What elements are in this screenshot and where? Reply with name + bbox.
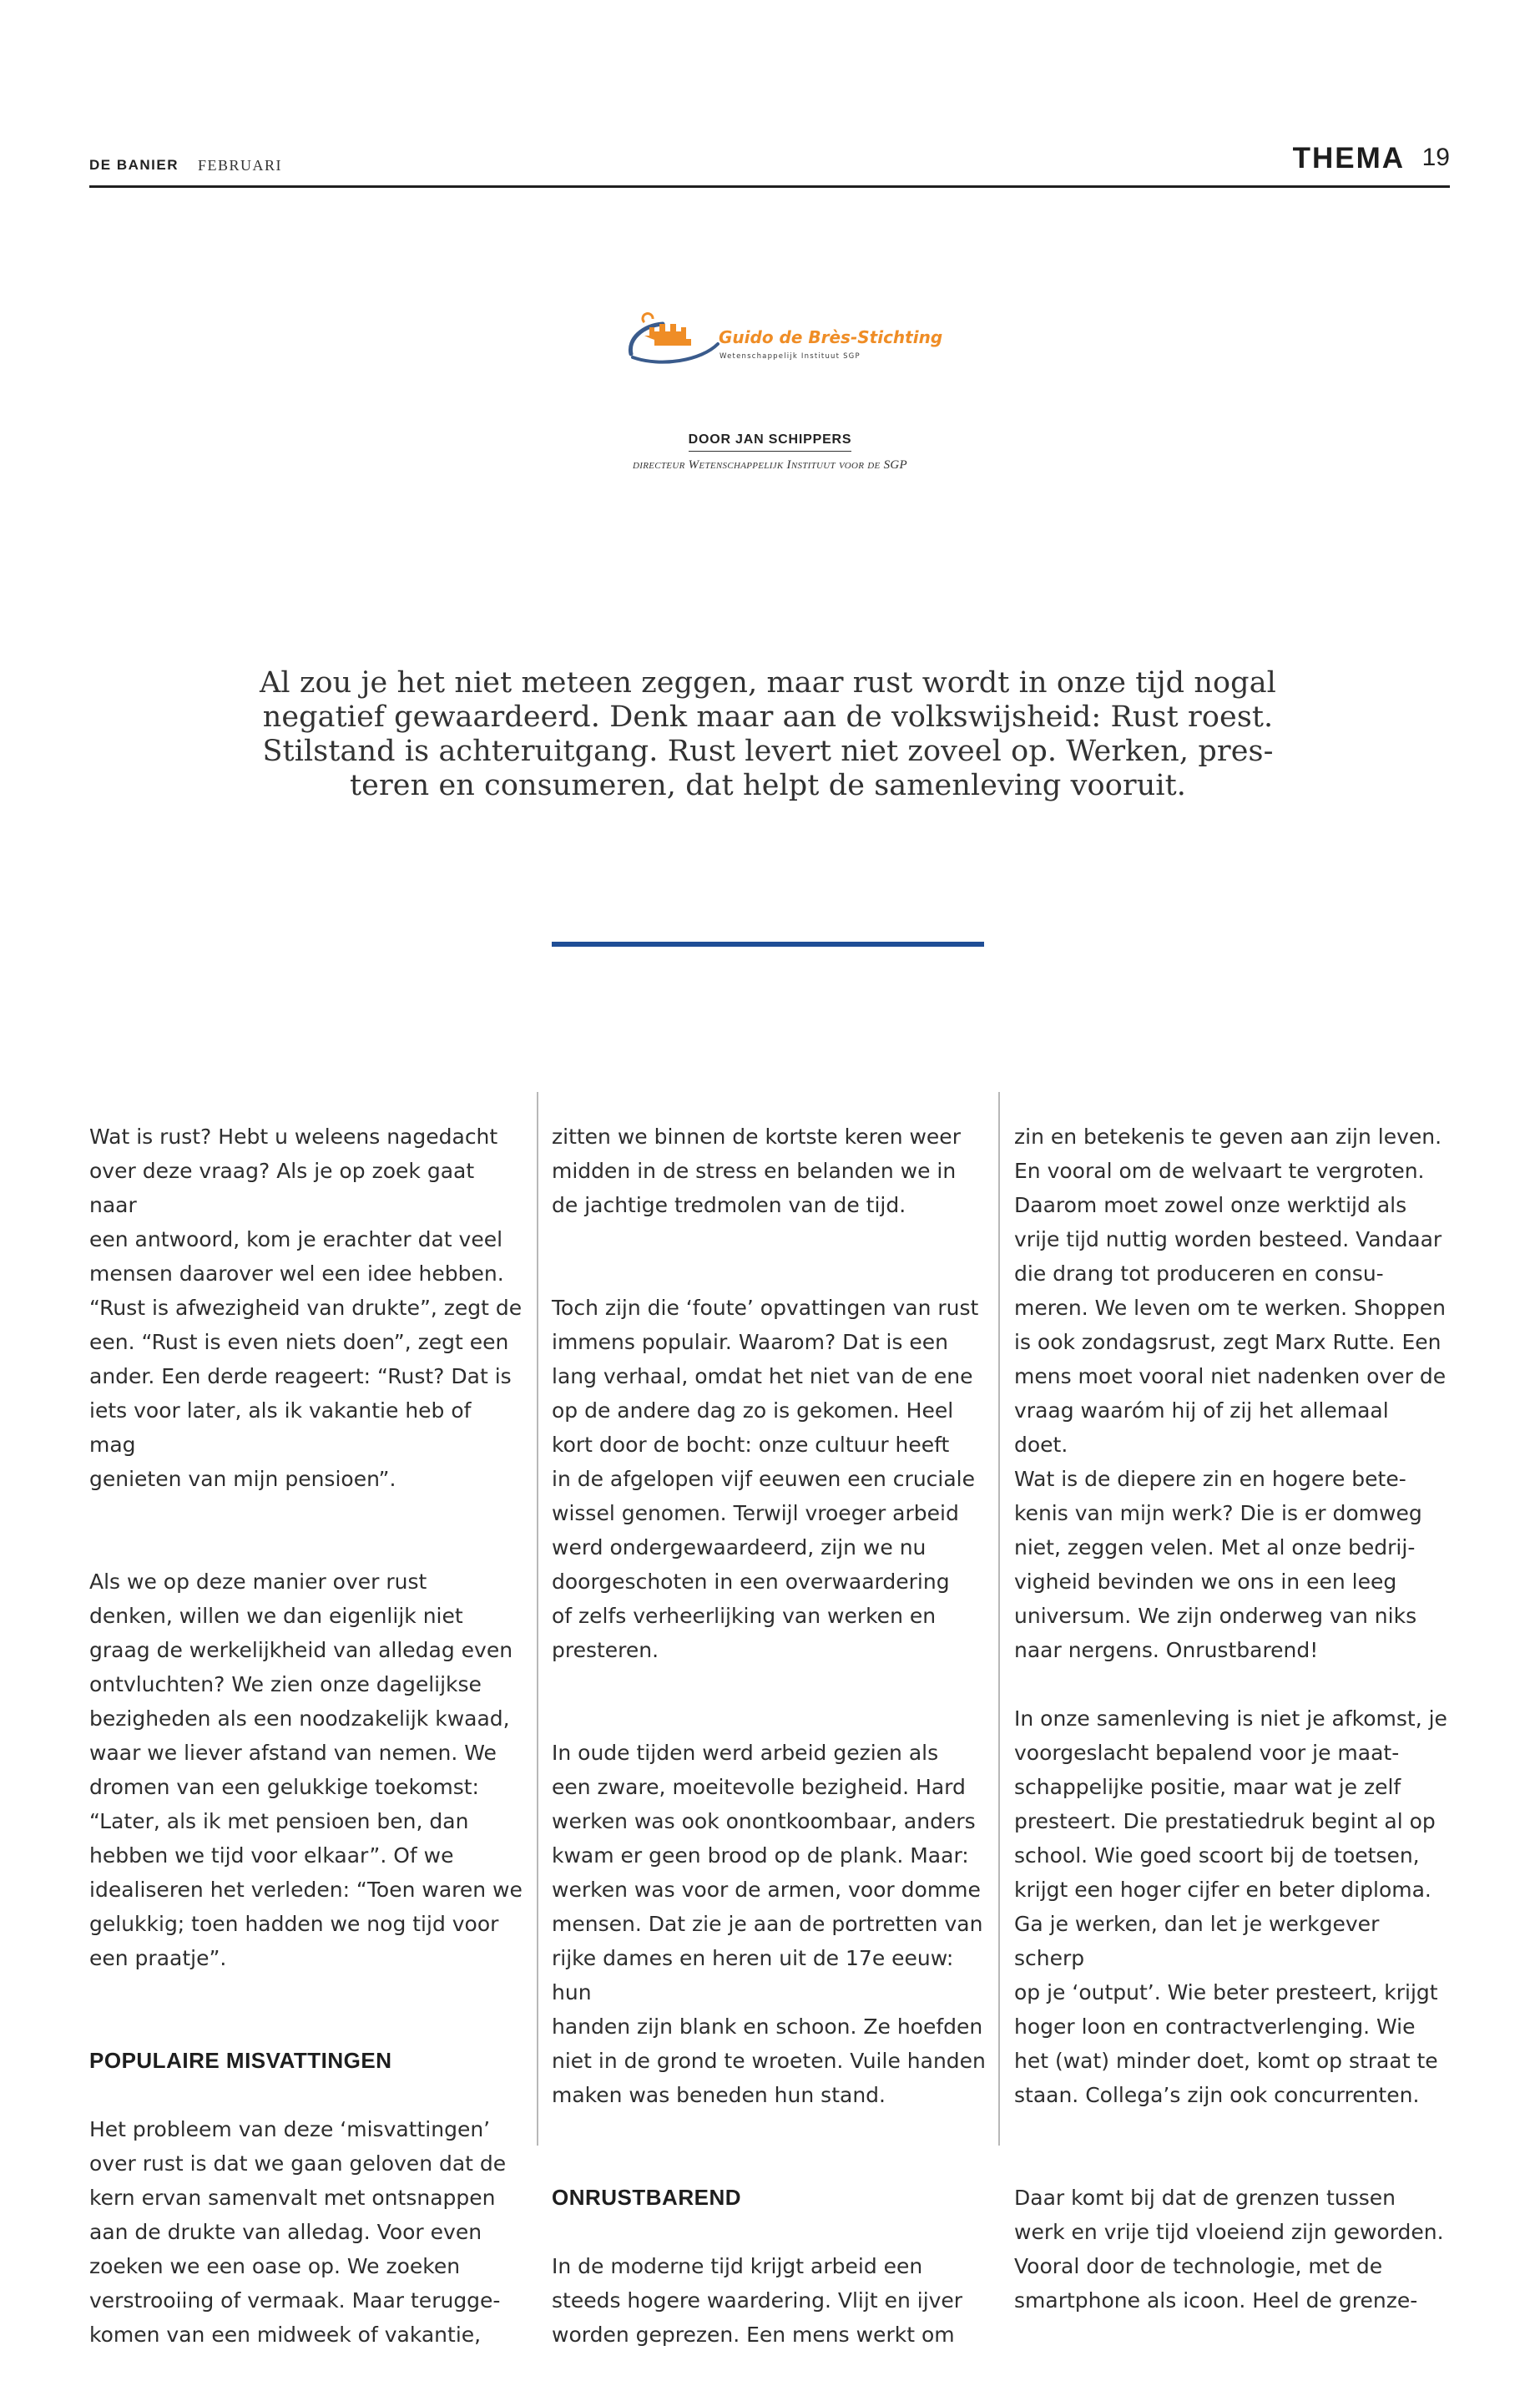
paragraph: zin en betekenis te geven aan zijn leven. En vooral om de welvaart te vergroten. Daarom moet zowel onze werktijd als vrije tijd nuttig worden besteed. Vandaar die drang tot produceren en consu- meren. We leven om te werken. Shoppen is ook zondagsrust, zegt Marx Rutte. Een mens moet vooral niet nadenken over de vraag waarόm hij of zij het allemaal doet. Wat is de diepere zin en hogere bete- kenis van mijn werk? Die is er domweg niet, zeggen velen. Met al onze bedrij- vigheid bevinden we ons in een leeg universum. We zijn onderweg van niks naar nergens. Onrustbarend!	[1014, 1125, 1447, 1662]
guido-de-bres-logo	[624, 302, 943, 377]
paragraph: In oude tijden werd arbeid gezien als een zware, moeitevolle bezigheid. Hard werken was ook onontkoombaar, anders kwam er geen brood op de plank. Maar: werken was voor de armen, voor domme mensen. Dat zie je aan de portretten van rijke dames en heren uit de 17e eeuw: hun handen zijn blank en schoon. Ze hoefden niet in de grond te wroeten. Vuile handen maken was beneden hun stand.	[552, 1741, 986, 2107]
byline	[0, 432, 1540, 473]
logo-emblem-icon	[624, 302, 725, 369]
paragraph: Als we op deze manier over rust denken, willen we dan eigenlijk niet graag de werkelijkheid van alledag even ontvluchten? We zien onze dagelijkse bezigheden als een noodzakelijk kwaad, waar we liever afstand van nemen. We dromen van een gelukkige toekomst: “Later, als ik met pensioen ben, dan hebben we tijd voor elkaar”. Of we idealiseren het verleden: “Toen waren we gelukkig; toen hadden we nog tijd voor een praatje”.	[89, 1570, 523, 1970]
paragraph: In onze samenleving is niet je afkomst, je voorgeslacht bepalend voor je maat- schappelijke positie, maar wat je zelf presteert. Die prestatiedruk begint al op school. Wie goed scoort bij de toetsen, krijgt een hoger cijfer en beter diploma. Ga je werken, dan let je werkgever scherp op je ‘output’. Wie beter presteert, krijgt hoger loon en contractverlenging. Wie het (wat) minder doet, komt op straat te staan. Collega’s zijn ook concurrenten.	[1014, 1706, 1447, 2107]
publication-name: DE BANIER	[89, 157, 179, 173]
intro-lead: Al zou je het niet meteen zeggen, maar rust wordt in onze tijd nogal negatief gewaardeerd. Denk maar aan de volkswijsheid: Rust roest. Stilstand is achteruitgang. Rust levert niet zoveel op. Werken, pres- teren en consumeren, dat helpt de samenleving vooruit.	[260, 666, 1276, 802]
article-column-2	[552, 1085, 986, 2386]
article-column-1	[89, 1085, 523, 2386]
section-label: THEMA	[1292, 142, 1405, 174]
paragraph: Het probleem van deze ‘misvattingen’ over rust is dat we gaan geloven dat de kern ervan samenvalt met ontsnappen aan de drukte van alledag. Voor even zoeken we een oase op. We zoeken verstrooiing of vermaak. Maar terugge- komen van een midweek of vakantie,	[89, 2117, 507, 2347]
article-column-3	[1014, 1085, 1448, 2352]
logo-subtitle: Wetenschappelijk Instituut SGP	[720, 352, 861, 361]
paragraph: Wat is rust? Hebt u weleens nagedacht over deze vraag? Als je op zoek gaat naar een antwoord, kom je erachter dat veel mensen daarover wel een idee hebben. “Rust is afwezigheid van drukte”, zegt de een. “Rust is even niets doen”, zegt een ander. Een derde reageert: “Rust? Dat is iets voor later, als ik vakantie heb of mag genieten van mijn pensioen”.	[89, 1125, 523, 1491]
column-divider	[998, 1092, 1000, 2146]
running-header	[89, 142, 1450, 188]
logo-name: Guido de Brès-Stichting	[719, 327, 943, 347]
paragraph: zitten we binnen de kortste keren weer midden in de stress en belanden we in de jachtige tredmolen van de tijd.	[552, 1125, 961, 1217]
page-number: 19	[1421, 144, 1450, 171]
author-name: DOOR JAN SCHIPPERS	[689, 432, 852, 452]
paragraph: Toch zijn die ‘foute’ opvattingen van rust immens populair. Waarom? Dat is een lang verhaal, omdat het niet van de ene op de andere dag zo is gekomen. Heel kort door de bocht: onze cultuur heeft in de afgelopen vijf eeuwen een cruciale wissel genomen. Terwijl vroeger arbeid werd ondergewaardeerd, zijn we nu doorgeschoten in een overwaardering of zelfs verheerlijking van werken en presteren.	[552, 1296, 979, 1662]
accent-divider	[552, 942, 984, 947]
column-divider	[537, 1092, 538, 2146]
paragraph: Daar komt bij dat de grenzen tussen werk en vrije tijd vloeiend zijn geworden. Vooral door de technologie, met de smartphone als icoon. Heel de grenze-	[1014, 2186, 1444, 2313]
issue-month: FEBRUARI	[198, 157, 283, 174]
author-role: directeur Wetenschappelijk Instituut voor de SGP	[633, 458, 907, 472]
paragraph: In de moderne tijd krijgt arbeid een steeds hogere waardering. Vlijt en ijver worden geprezen. Een mens werkt om	[552, 2254, 963, 2347]
subheading: POPULAIRE MISVATTINGEN	[89, 2048, 392, 2073]
subheading: ONRUSTBAREND	[552, 2185, 741, 2210]
